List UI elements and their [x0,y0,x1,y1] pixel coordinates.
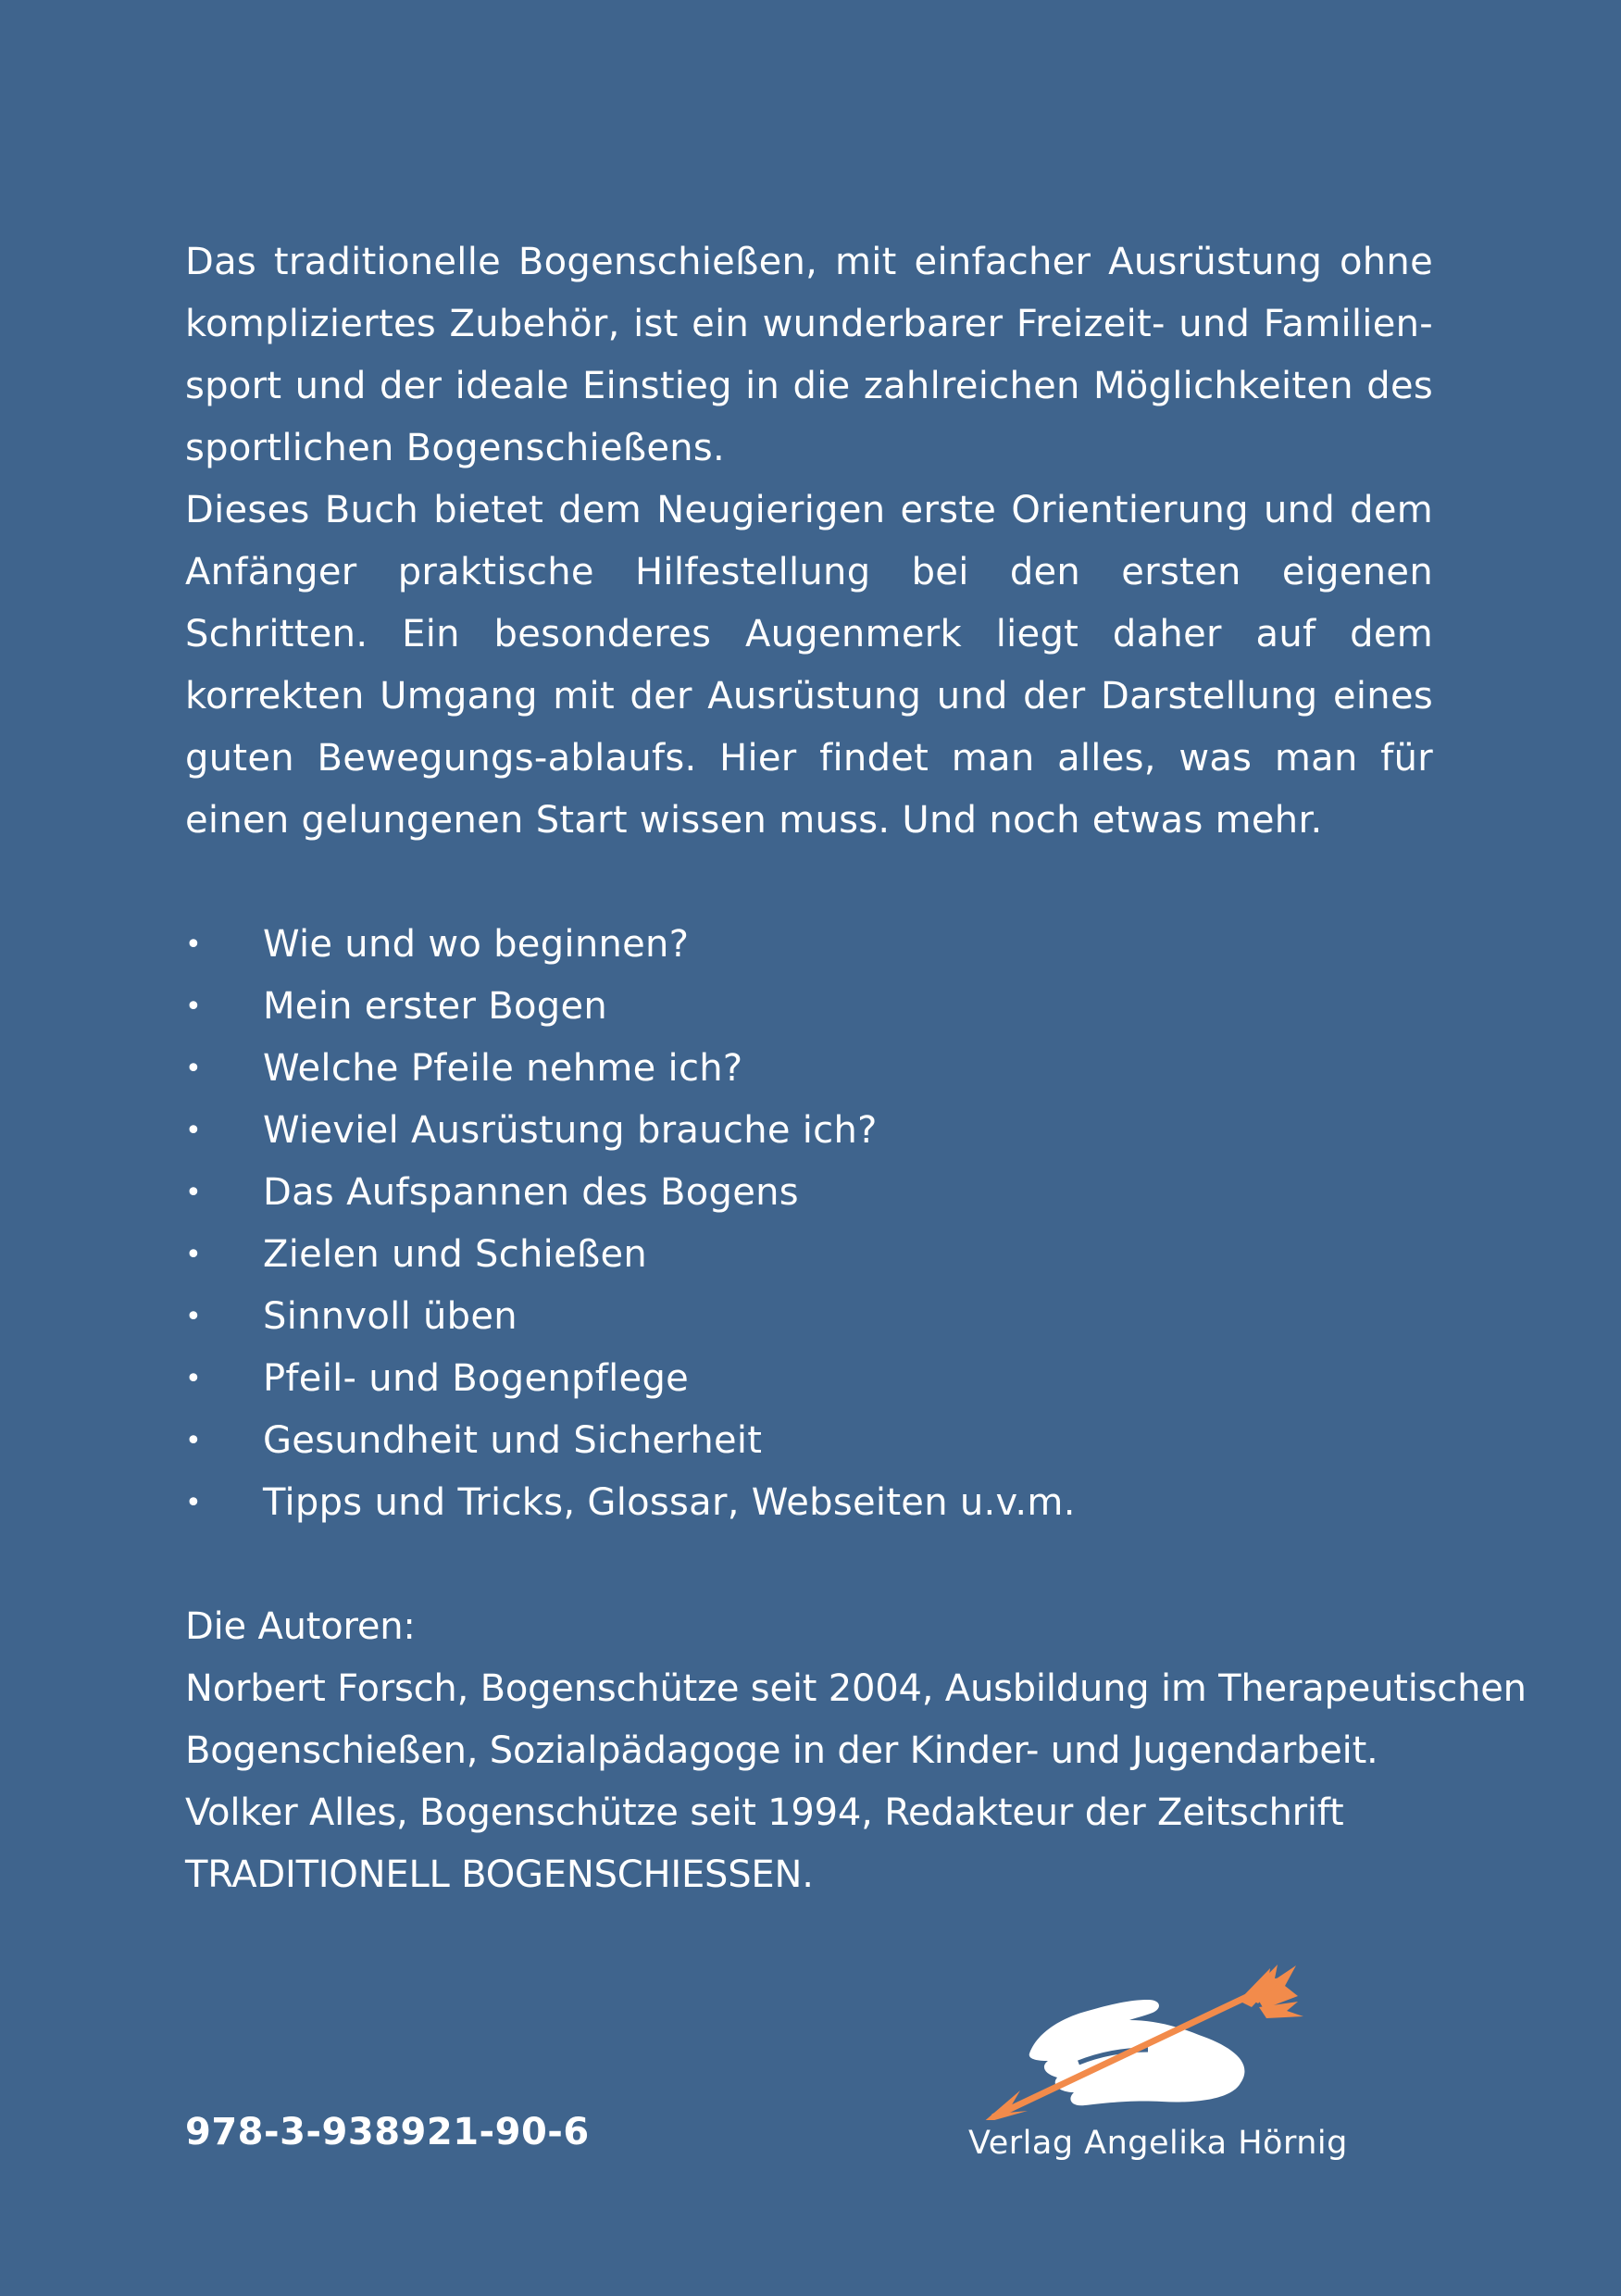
list-item [185,1286,1433,1348]
list-item-text: Wieviel Ausrüstung brauche ich? [263,1109,878,1152]
bullet-icon: • [185,1177,202,1209]
list-item-text: Welche Pfeile nehme ich? [263,1047,743,1090]
arrow-fletching [1239,1965,1303,2018]
bullet-icon: • [185,1425,202,1457]
list-item [185,1410,1433,1472]
bullet-icon: • [185,1487,202,1519]
list-item-text: Zielen und Schießen [263,1233,648,1276]
list-item [185,914,1433,976]
bullet-icon: • [185,991,202,1023]
list-item [185,1100,1433,1162]
list-item [185,1038,1433,1100]
list-item [185,1224,1433,1286]
author-line: Norbert Forsch, Bogenschütze seit 2004, Ausbildung im Therapeutischen [185,1667,1527,1710]
list-item-text: Das Aufspannen des Bogens [263,1171,799,1214]
hand-with-arrow-icon [963,1953,1315,2120]
author-line: TRADITIONELL BOGENSCHIESSEN. [185,1853,814,1896]
list-item [185,976,1433,1038]
topic-list [185,914,1433,1534]
isbn-number: 978-3-938921-90-6 [185,2111,590,2153]
author-line: Volker Alles, Bogenschütze seit 1994, Redakteur der Zeitschrift [185,1791,1344,1834]
bullet-icon: • [185,1053,202,1085]
bullet-icon: • [185,1363,202,1395]
list-item-text: Pfeil- und Bogenpflege [263,1357,690,1400]
list-item-text: Tipps und Tricks, Glossar, Webseiten u.v.m. [263,1481,1076,1524]
list-item-text: Sinnvoll üben [263,1295,517,1338]
back-cover-text [185,231,1527,1906]
author-line: Bogenschießen, Sozialpädagoge in der Kinder- und Jugendarbeit. [185,1729,1378,1772]
bullet-icon: • [185,1115,202,1147]
bullet-icon: • [185,929,202,961]
publisher-name: Verlag Angelika Hörnig [968,2125,1348,2162]
list-item [185,1348,1433,1410]
bullet-icon: • [185,1239,202,1271]
list-item [185,1162,1433,1224]
list-item-text: Wie und wo beginnen? [263,923,690,966]
list-item [185,1472,1433,1534]
intro-paragraph-2: Dieses Buch bietet dem Neugierigen erste Orientierung und dem Anfänger praktische Hilfestellung bei den ersten eigenen Schritten. Ein besonderes Augenmerk liegt daher auf dem korrekten Umgang mit der Ausrüstung und der Darstellung eines guten Bewegungs-ablaufs. Hier findet man alles, was man für einen gelungenen Start wissen muss. Und noch etwas mehr. [185,489,1433,842]
authors-section [185,1596,1527,1906]
intro-paragraph-1: Das traditionelle Bogenschießen, mit einfacher Ausrüstung ohne kompliziertes Zubehör, ist ein wunderbarer Freizeit- und Familien-sport und der ideale Einstieg in die zahlreichen Möglichkeiten des sportlichen Bogenschießens. [185,241,1433,469]
authors-heading: Die Autoren: [185,1605,416,1648]
list-item-text: Mein erster Bogen [263,985,608,1028]
list-item-text: Gesundheit und Sicherheit [263,1419,763,1462]
bullet-icon: • [185,1301,202,1333]
